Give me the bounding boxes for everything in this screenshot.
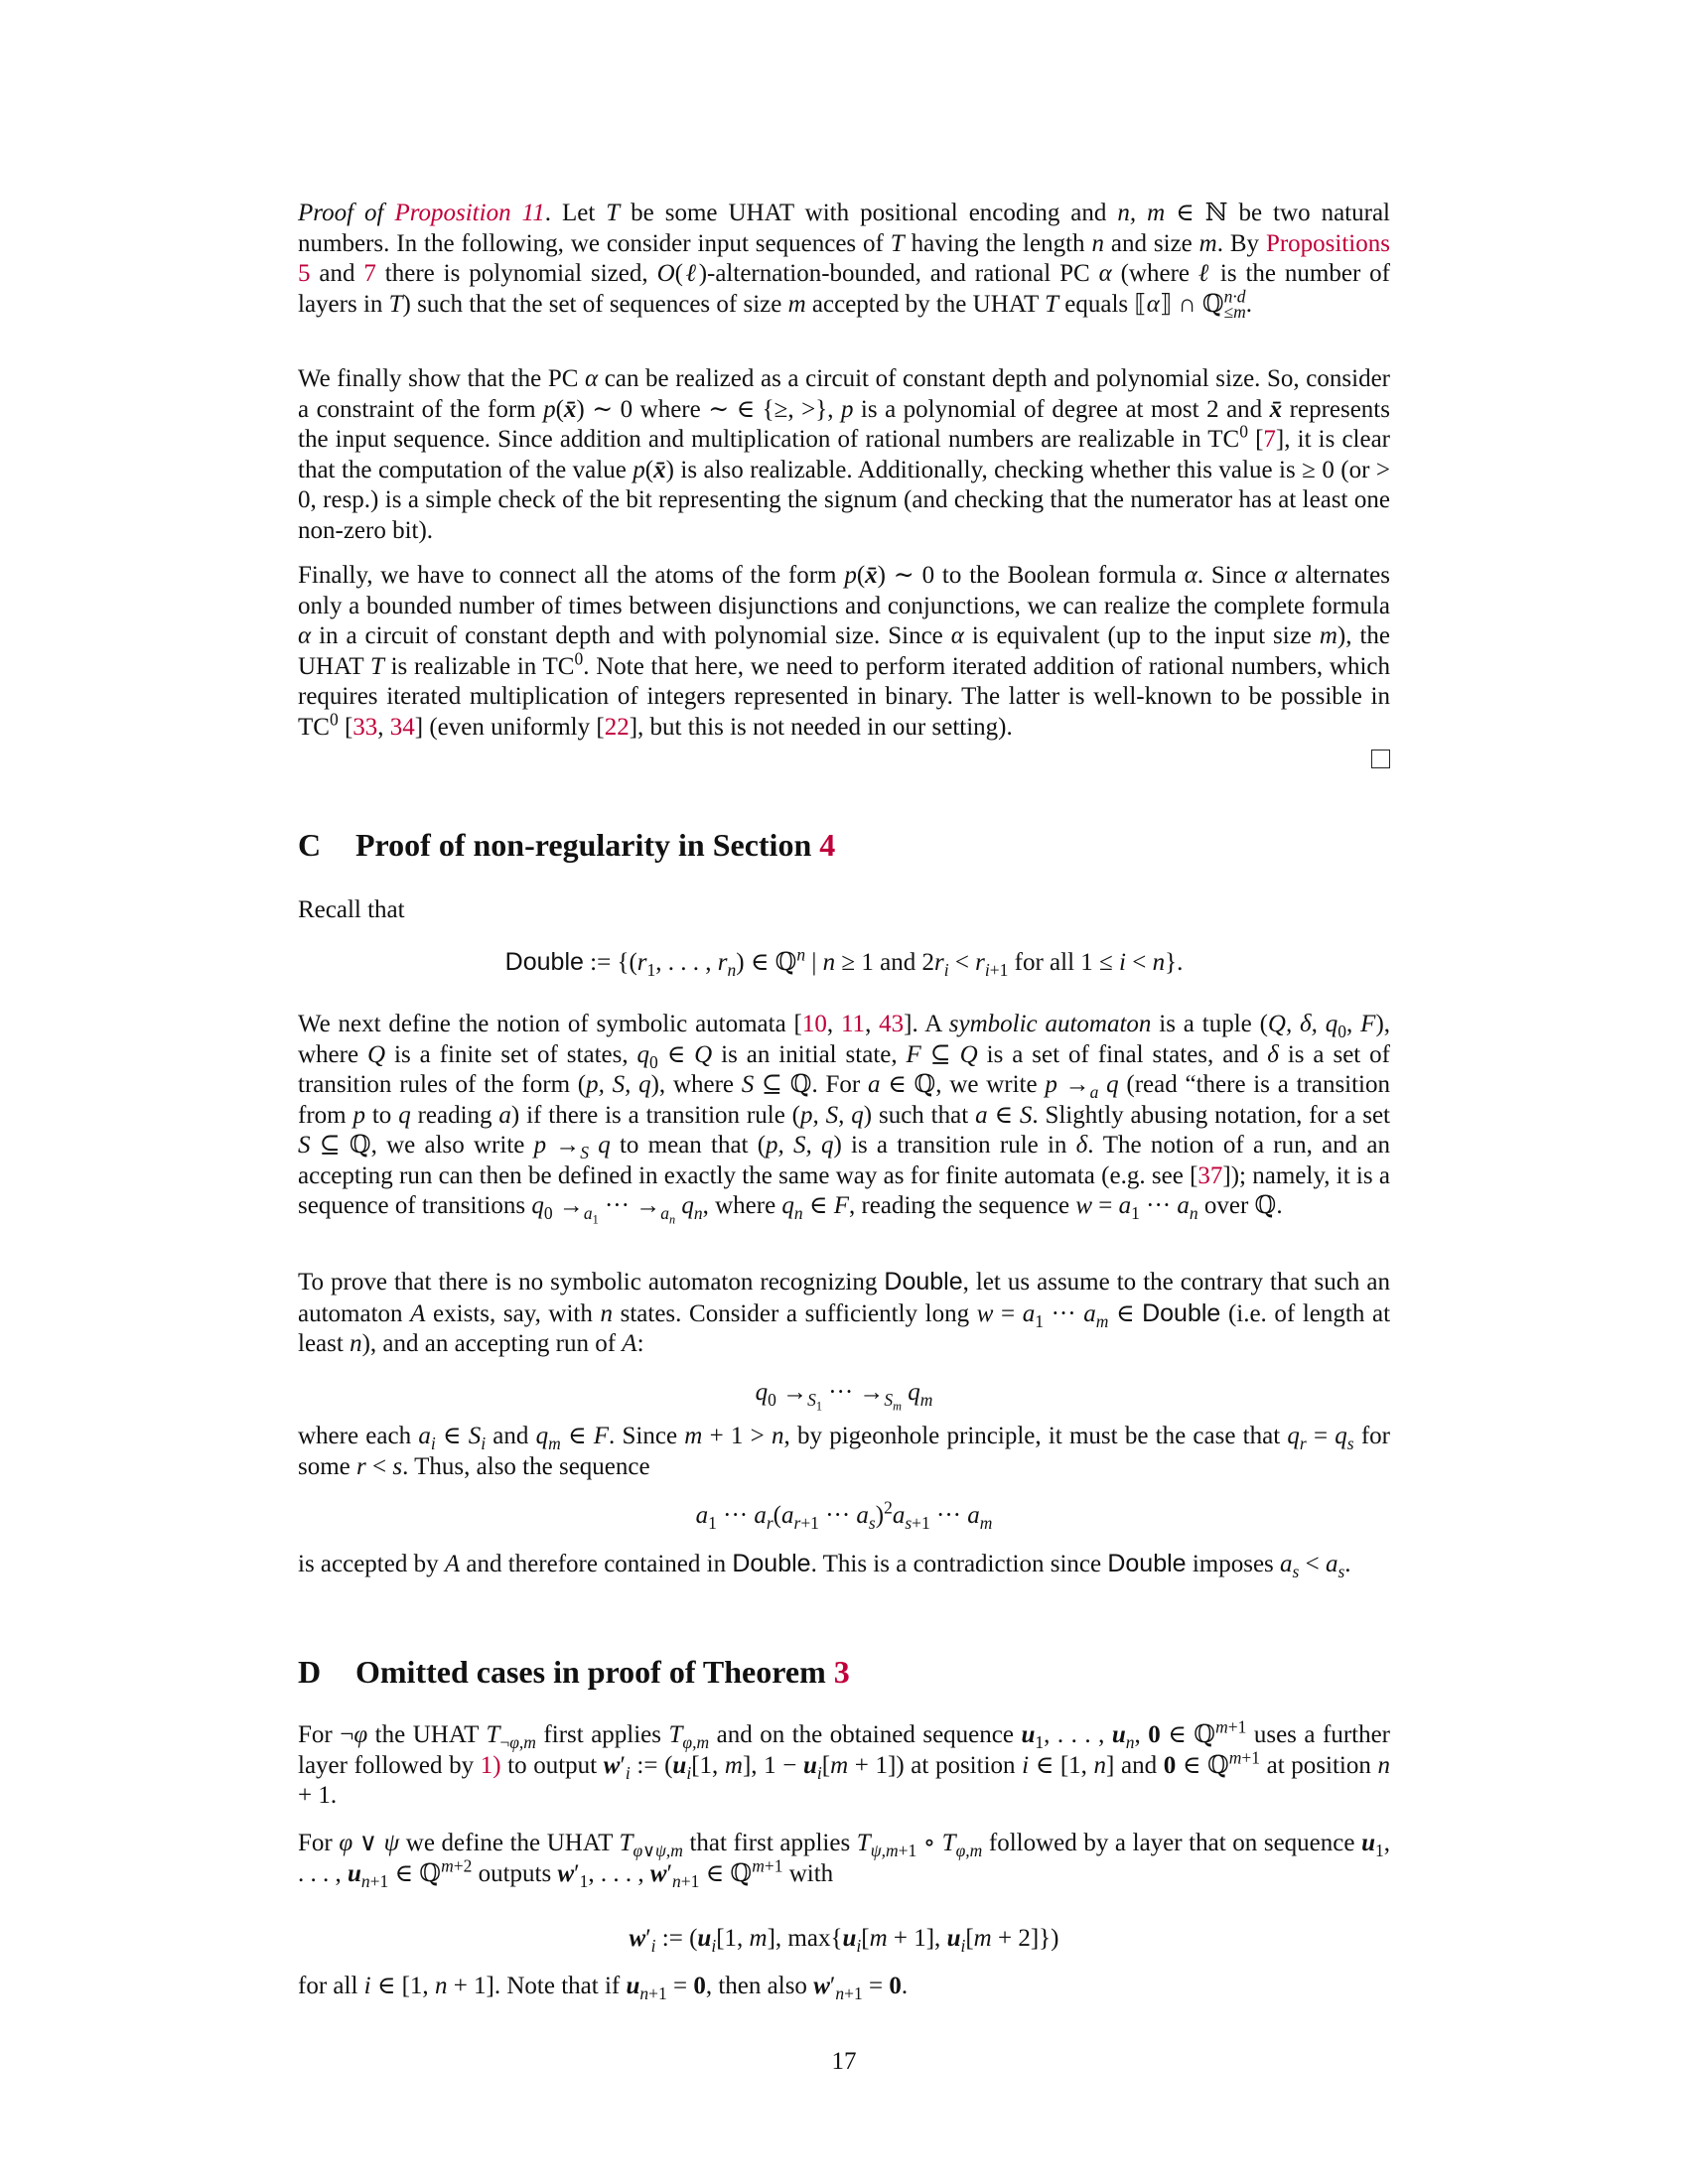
paragraph-proof-double: To prove that there is no symbolic automaton recognizing Double, let us assume to the contrary that such an automaton A exists, say, with n states. Consider a sufficiently long $w = a_1$ ··· $a_m$ ∈ Double (i.e. of length at least n), and an accepting run of A: <box>298 1268 1391 1357</box>
section-ref-link[interactable]: 4 <box>819 827 836 863</box>
section-heading-c: C Proof of non-regularity in Section 4 <box>298 827 836 863</box>
max-definition: $w'_i$ := ($u_i[1$, m], $\max\{u_i[m + 1]$, $u_i[m + 2]$}) <box>629 1925 1059 1956</box>
proof-lead: Proof of <box>298 200 384 226</box>
pumped-sequence: $a_1$ ··· $a_r(a_{r+1}$ ··· $a_s)^2a_{s+1}$ ··· $a_m$ <box>695 1497 993 1533</box>
double-definition: Double := {($r_1$, . . . , $r_n$) ∈ ℚ$^n$ | n ≥ 1 and $2r_i < r_{i+1}$ for all 1 ≤ i < n}. <box>504 944 1184 980</box>
paragraph-pigeonhole: where each $a_i$ ∈ $S_i$ and $q_m$ ∈ F. Since m + 1 > n, by pigeonhole principle, it must be the case that $q_r = q_s$ for some r < s. Thus, also the sequence <box>298 1423 1390 1480</box>
section-heading-d: D Omitted cases in proof of Theorem 3 <box>298 1654 850 1690</box>
paragraph-disjunction: For φ ∨ ψ we define the UHAT $T_{\varphi\vee\psi,m}$ that first applies $T_{\psi,m+1}$ ∘ $T_{\varphi,m}$ followed by a layer that on sequence $u_1$, . . . , $u_{n+1}$ ∈ ℚ$^{m+2}$ outputs $w'_1$, . . . , $w'_{n+1}$ ∈ ℚ$^{m+1}$ with <box>298 1830 1390 1891</box>
propositions-link: Propositions 5 <box>298 229 1390 287</box>
paragraph-note: for all i ∈ [1, n + 1]. Note that if $u_{n+1} = 0$, then also $w'_{n+1} = 0$. <box>298 1973 909 2003</box>
paragraph-symbolic-automata: We next define the notion of symbolic automata [10, 11, 43]. A symbolic automaton is a tuple (Q, δ, $q_0$, F), where Q is a finite set of states, $q_0$ ∈ Q is an initial state, F ⊆ Q is a set of final states, and δ is a set of transition rules of the form (p, S, q), where S ⊆ ℚ. For a ∈ ℚ, we write $p \to_a$ q (read “there is a transition from p to q reading a) if there is a transition rule (p, S, q) such that a ∈ S. Slightly abusing notation, for a set S ⊆ ℚ, we also write $p \to_S$ q to mean that (p, S, q) is a transition rule in δ. The notion of a run, and an accepting run can then be defined in exactly the same way as for finite automata (e.g. see [37]); namely, it is a sequence of transitions $q_0 \to_{a_1}$ ··· $\to_{a_n}$ $q_n$, where $q_n$ ∈ F, reading the sequence $w = a_1$ ··· $a_n$ over ℚ. <box>298 1011 1391 1227</box>
proposition-link[interactable]: Proposition 11 <box>394 200 545 226</box>
qed-box <box>1371 750 1390 768</box>
paragraph-atoms: Finally, we have to connect all the atoms of the form p(x̄) ∼ 0 to the Boolean formula α. Since α alternates only a bounded number of times between disjunctions and conjunctions, we can realize the complete formula α in a circuit of constant depth and with polynomial size. Since α is equivalent (up to the input size m), the UHAT T is realizable in $TC^0$. Note that here, we need to perform iterated addition of rational numbers, which requires iterated multiplication of integers represented in binary. The latter is well-known to be possible in $TC^0$ [33, 34] (even uniformly [22], but this is not needed in our setting). <box>298 562 1390 741</box>
paragraph-negation: For ¬φ the UHAT $T_{\neg\varphi,m}$ first applies $T_{\varphi,m}$ and on the obtained sequence $u_1$, . . . , $u_n$, 0 ∈ ℚ$^{m+1}$ uses a further layer followed by 1) to output $w'_i$ := ($u_i[1$, m], $1 - u_i[m + 1]$) at position i ∈ [1, n] and 0 ∈ ℚ$^{m+1}$ at position n + 1. <box>298 1716 1391 1809</box>
paragraph-contradiction: is accepted by A and therefore contained in Double. This is a contradiction since Double imposes $a_s < a_s$. <box>298 1550 1351 1581</box>
paragraph-circuit: We finally show that the PC α can be realized as a circuit of constant depth and polynomial size. So, consider a constraint of the form p(x̄) ∼ 0 where ∼ ∈ {≥, >}, p is a polynomial of degree at most 2 and x̄ represents the input sequence. Since addition and multiplication of rational numbers are realizable in $TC^0$ [7], it is clear that the computation of the value p(x̄) is also realizable. Additionally, checking whether this value is ≥ 0 (or > 0, resp.) is a simple check of the bit representing the signum (and checking that the numerator has at least one non-zero bit). <box>298 365 1391 544</box>
theorem-ref-link[interactable]: 3 <box>833 1654 850 1690</box>
page-number: 17 <box>831 2048 857 2075</box>
proposition-7-link: 7 <box>363 260 376 287</box>
paragraph-recall: Recall that <box>298 896 405 923</box>
proof-paragraph: Proof of Proposition 11. Let T be some UHAT with positional encoding and n, m ∈ ℕ be two natural numbers. In the following, we consider input sequences of T having the length n and size m. By Propositions 5 and 7 there is polynomial sized, O(ℓ)-alternation-bounded, and rational PC α (where ℓ is the number of layers in T) such that the set of sequences of size m accepted by the UHAT T equals ⟦α⟧ ∩ ℚ$^{n\cdot d}_{\le m}$. <box>298 200 1391 322</box>
run-display: $q_0 \to_{S_1}$ ··· $\to_{S_m}$ $q_m$ <box>755 1379 933 1414</box>
